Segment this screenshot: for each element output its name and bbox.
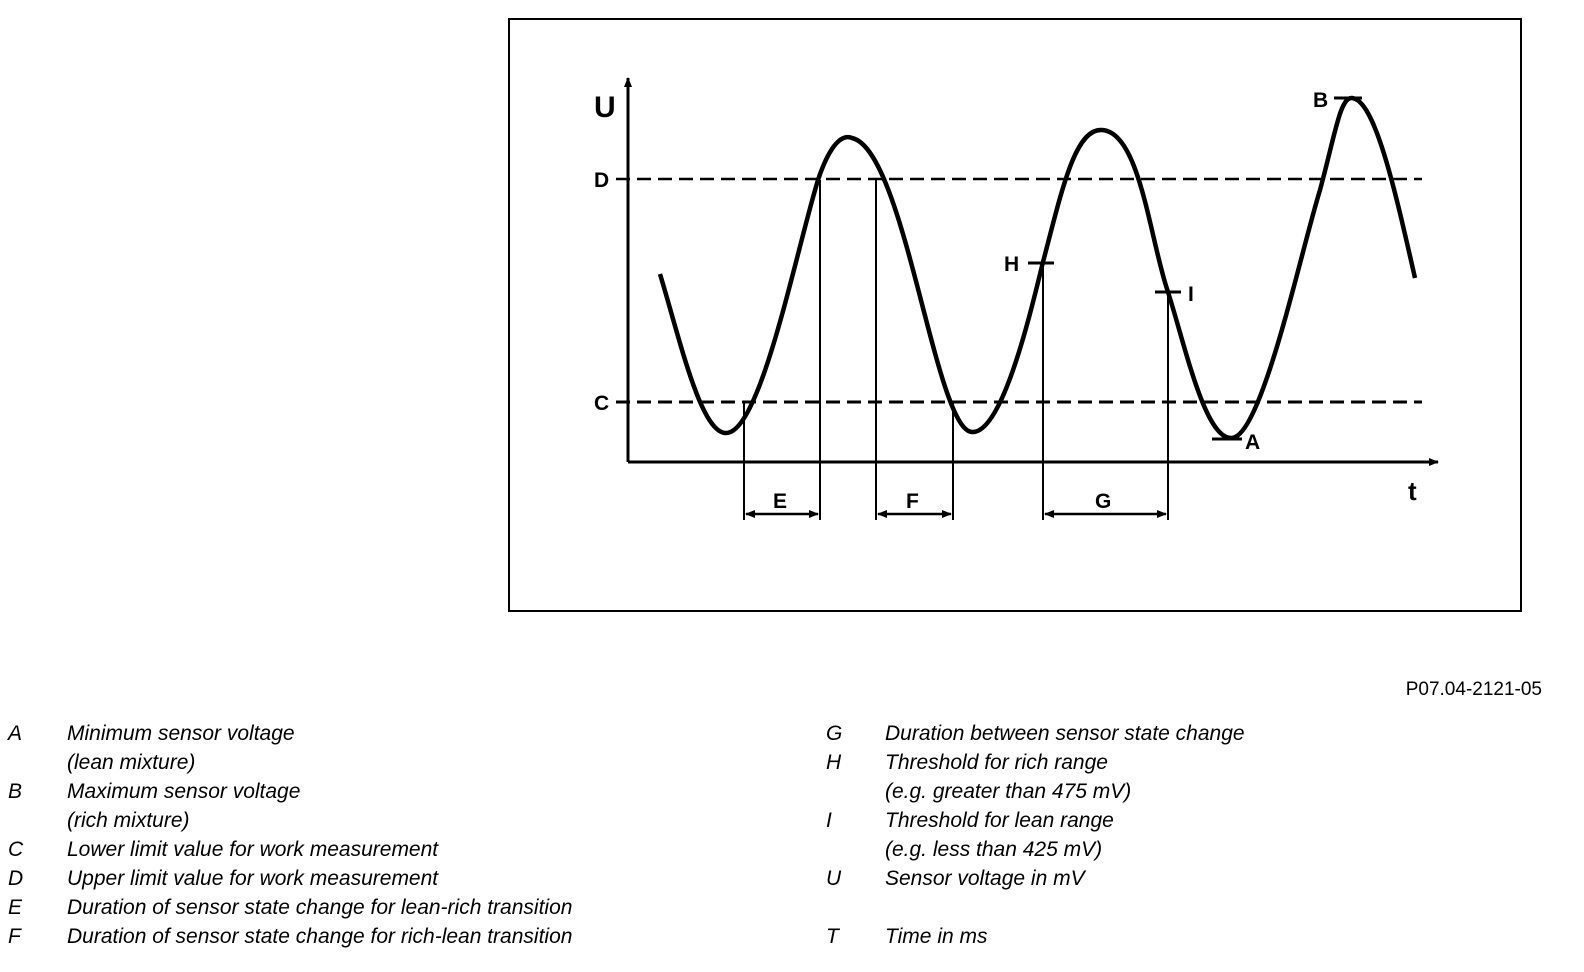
legend-text: (e.g. greater than 475 mV) xyxy=(885,780,1132,803)
point-i-label: I xyxy=(1188,283,1194,306)
upper-limit-label: D xyxy=(594,169,610,192)
legend-entry xyxy=(826,777,1566,806)
legend-key xyxy=(826,835,885,864)
legend-text xyxy=(885,893,1566,922)
legend-key: D xyxy=(8,867,24,890)
legend-key xyxy=(8,806,67,835)
legend-text: Time in ms xyxy=(885,925,988,948)
interval-drop-lines xyxy=(744,180,1168,520)
legend-text: Duration of sensor state change for rich-lean transition xyxy=(67,925,573,948)
legend-key: F xyxy=(8,925,21,948)
legend-entry xyxy=(8,806,788,835)
lower-limit-label: C xyxy=(594,392,610,415)
legend-entry xyxy=(8,777,788,806)
legend-key: C xyxy=(8,838,24,861)
interval-g-label: G xyxy=(1095,490,1112,513)
legend-entry xyxy=(826,864,1566,893)
legend-entry xyxy=(826,719,1566,748)
legend-entry xyxy=(826,893,1566,922)
figure-id: P07.04-2121-05 xyxy=(1405,679,1542,700)
legend-entry xyxy=(8,893,788,922)
legend-text: Sensor voltage in mV xyxy=(885,867,1085,890)
legend-key: H xyxy=(826,751,842,774)
legend-text: Maximum sensor voltage xyxy=(67,780,301,803)
legend-entry xyxy=(8,748,788,777)
legend-entry xyxy=(826,922,1566,951)
legend-right xyxy=(826,719,1566,951)
legend-key: U xyxy=(826,867,842,890)
legend-left xyxy=(8,719,788,951)
legend-key: A xyxy=(8,722,23,745)
y-axis-label: U xyxy=(594,91,616,124)
legend-text: Upper limit value for work measurement xyxy=(67,867,439,890)
legend-text: Threshold for lean range xyxy=(885,809,1114,832)
interval-e-label: E xyxy=(773,490,788,513)
point-h-label: H xyxy=(1004,253,1020,276)
legend-key xyxy=(826,777,885,806)
legend-key: B xyxy=(8,780,23,803)
legend-text: Minimum sensor voltage xyxy=(67,722,295,745)
diagram-frame xyxy=(509,19,1521,611)
point-b-label: B xyxy=(1313,89,1329,112)
legend-key xyxy=(826,893,885,922)
sensor-voltage-curve xyxy=(660,98,1415,438)
legend-text: (lean mixture) xyxy=(67,751,196,774)
legend-text: (e.g. less than 425 mV) xyxy=(885,838,1103,861)
legend-key: T xyxy=(826,925,839,948)
point-a-label: A xyxy=(1245,431,1261,454)
legend-key: G xyxy=(826,722,843,745)
legend-text: Duration between sensor state change xyxy=(885,722,1245,745)
interval-f-label: F xyxy=(906,490,919,513)
legend-text: Lower limit value for work measurement xyxy=(67,838,439,861)
legend-key: E xyxy=(8,896,23,919)
legend-entry xyxy=(8,719,788,748)
legend-entry xyxy=(8,835,788,864)
legend-text: (rich mixture) xyxy=(67,809,190,832)
legend-key xyxy=(8,748,67,777)
x-axis-label: t xyxy=(1408,476,1417,506)
legend-key: I xyxy=(826,809,832,832)
legend-entry xyxy=(8,922,788,951)
legend-entry xyxy=(826,748,1566,777)
legend-text: Threshold for rich range xyxy=(885,751,1108,774)
legend-entry xyxy=(826,806,1566,835)
legend-text: Duration of sensor state change for lean-rich transition xyxy=(67,896,573,919)
legend-entry xyxy=(8,864,788,893)
legend-entry xyxy=(826,835,1566,864)
